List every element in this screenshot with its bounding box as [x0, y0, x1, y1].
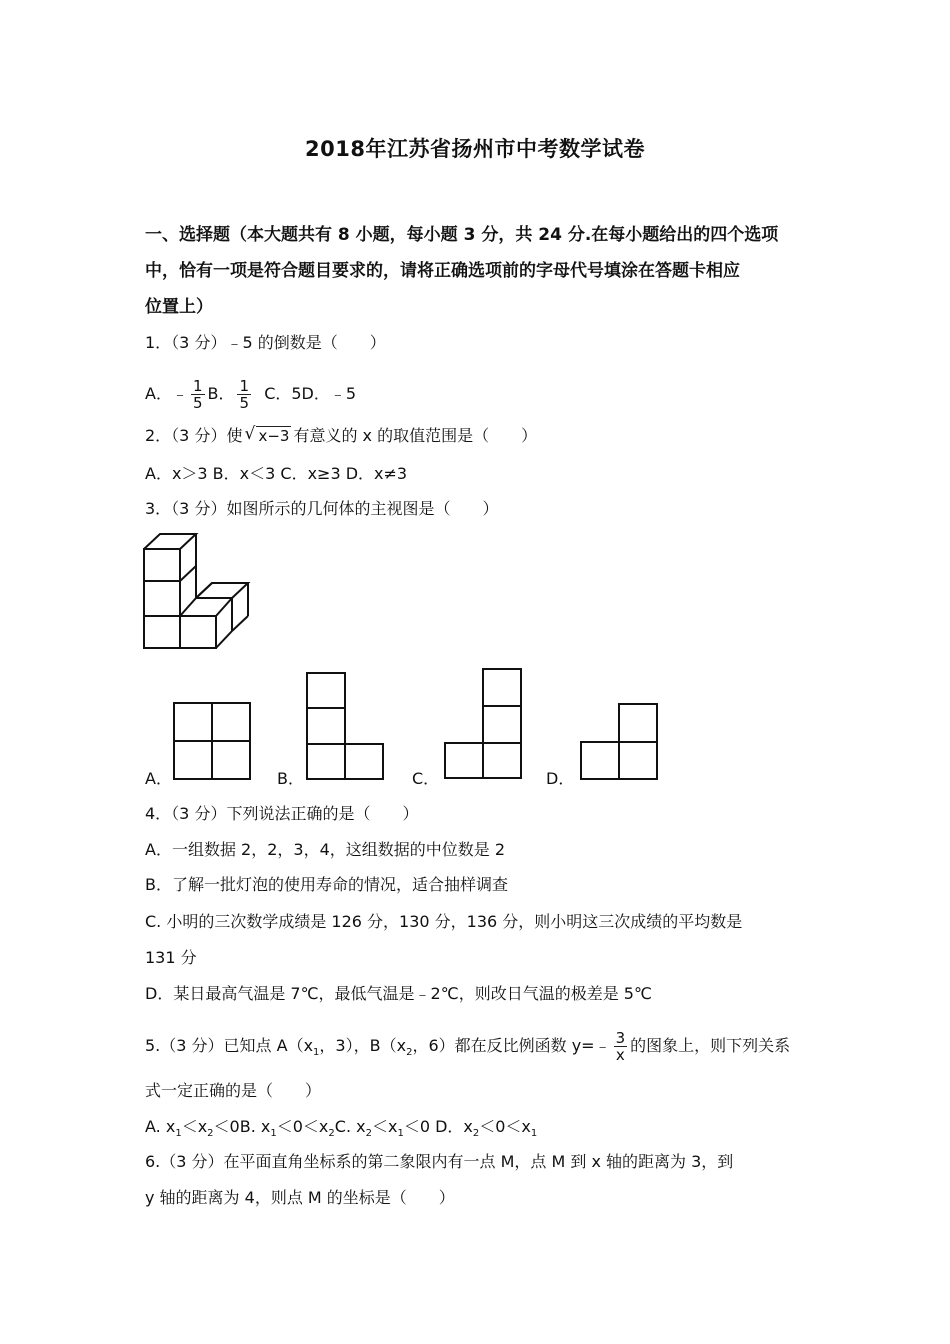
q1-option-rest: C．5D．﹣5	[264, 384, 357, 403]
section-heading-line-1: 一、选择题（本大题共有 8 小题，每小题 3 分，共 24 分.在每小题给出的四个选项	[145, 225, 779, 245]
q1-option-b-prefix: B．	[207, 384, 235, 403]
q4-option-c-line-2: 131 分	[145, 948, 197, 967]
page-title: 2018年江苏省扬州市中考数学试卷	[305, 137, 645, 161]
q3-stem: 3．（3 分）如图所示的几何体的主视图是（ ）	[145, 499, 499, 518]
q6-stem-line-2: y 轴的距离为 4，则点 M 的坐标是（ ）	[145, 1188, 455, 1207]
q1-options	[145, 378, 356, 411]
q2-stem: 2．（3 分）使 √ x−3 有意义的 x 的取值范围是（ ）	[145, 424, 537, 448]
q1-stem: 1．（3 分）﹣5 的倒数是（ ）	[145, 333, 386, 352]
q3-option-b-label: B．	[277, 769, 304, 788]
q5-stem-line-2: 式一定正确的是（ ）	[145, 1081, 322, 1100]
section-heading-line-3: 位置上）	[145, 297, 213, 317]
q2-options: A．x＞3 B．x＜3 C．x≥3 D．x≠3	[145, 464, 408, 483]
q5-fraction: $\frac{3}{x}$	[615, 1029, 626, 1064]
section-heading-line-2: 中，恰有一项是符合题目要求的，请将正确选项前的字母代号填涂在答题卡相应	[145, 261, 740, 281]
q3-option-a-label: A．	[145, 769, 172, 788]
q6-stem-line-1: 6.（3 分）在平面直角坐标系的第二象限内有一点 M，点 M 到 x 轴的距离为 3，到	[145, 1152, 734, 1171]
q3-option-c-label: C．	[412, 769, 440, 788]
q1-option-b-fraction: $\frac{1}{5}$	[239, 377, 250, 412]
q3-option-a-figure	[173, 702, 253, 782]
q3-option-b-figure	[306, 672, 386, 782]
q4-stem: 4．（3 分）下列说法正确的是（ ）	[145, 804, 419, 823]
q3-option-d-figure	[580, 703, 660, 783]
q1-option-a-fraction: $\frac{1}{5}$	[192, 377, 203, 412]
q3-option-c-figure	[444, 668, 524, 782]
q1-option-a-prefix: A．﹣	[145, 384, 188, 403]
q5-stem-line-1: 5.（3 分）已知点 $A(x_1$，3），$B(x_2$，6）都在反比例函数 y=﹣ $\frac{3}{x}$ 的图象上，则下列关系	[145, 1029, 791, 1064]
q5-options: A. $x_1<x_2<0B$. $x_1<0<x_2C$. $x_2<x_1<0$ D．$x_2<0<x_1$	[145, 1117, 538, 1140]
q3-option-d-label: D．	[546, 769, 575, 788]
q4-option-b: B．了解一批灯泡的使用寿命的情况，适合抽样调查	[145, 875, 508, 894]
q3-solid-figure	[140, 528, 260, 653]
q4-option-a: A．一组数据 2，2，3，4，这组数据的中位数是 2	[145, 840, 506, 859]
q4-option-d: D．某日最高气温是 7℃，最低气温是﹣2℃，则改日气温的极差是 5℃	[145, 984, 652, 1003]
sqrt-expression: √ x−3	[244, 424, 290, 445]
q4-option-c-line-1: C. 小明的三次数学成绩是 126 分，130 分，136 分，则小明这三次成绩的平均数是	[145, 912, 743, 931]
